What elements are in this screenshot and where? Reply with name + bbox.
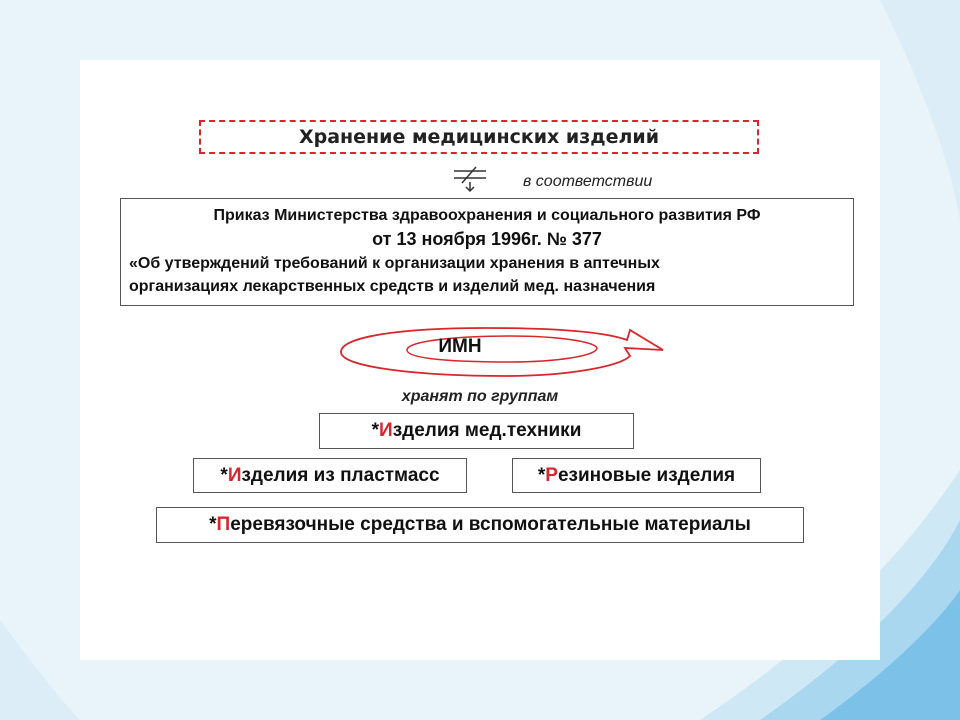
group-plastic-products xyxy=(193,458,467,493)
order-line-date: от 13 ноября 1996г. № 377 xyxy=(372,229,602,249)
group-rubber-products xyxy=(512,458,761,493)
group-star: * xyxy=(209,514,217,535)
accordance-arrow-icon xyxy=(450,165,490,193)
group-star: * xyxy=(220,464,228,486)
title-text: Хранение медицинских изделий xyxy=(298,126,660,148)
group-label: зделия мед.техники xyxy=(392,420,582,441)
group-medical-equipment xyxy=(319,413,634,449)
group-label: еревязочные средства и вспомогательные материалы xyxy=(230,514,751,535)
group-initial: И xyxy=(227,464,242,486)
order-line-title-2: организациях лекарственных средств и изделий мед. назначения xyxy=(129,278,656,295)
title-box xyxy=(199,120,759,154)
group-label: езиновые изделия xyxy=(557,464,736,486)
group-star: * xyxy=(371,420,380,441)
accordance-text: в соответствии xyxy=(523,173,653,190)
order-line-title-1: «Об утверждений требований к организации хранения в аптечных xyxy=(129,255,660,272)
group-initial: И xyxy=(379,420,393,441)
groups-caption: хранят по группам xyxy=(401,388,559,405)
imn-label: ИМН xyxy=(438,336,482,357)
group-initial: П xyxy=(216,514,231,535)
group-label: зделия из пластмасс xyxy=(241,464,440,486)
order-box xyxy=(120,198,854,306)
order-line-ministry: Приказ Министерства здравоохранения и социального развития РФ xyxy=(213,207,761,224)
group-initial: Р xyxy=(545,464,558,486)
group-star: * xyxy=(537,464,546,486)
group-dressing-materials xyxy=(156,507,804,543)
